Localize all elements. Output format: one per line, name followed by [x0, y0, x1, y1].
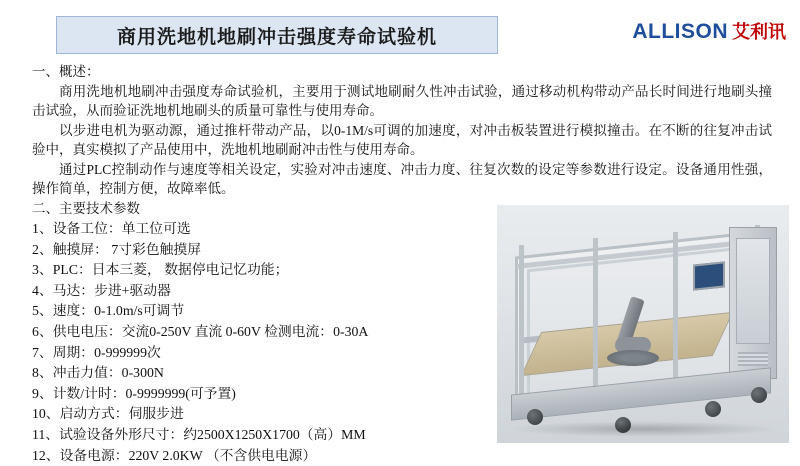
list-item: 10、启动方式：伺服步进: [32, 406, 184, 422]
overview-paragraph-2: 以步进电机为驱动源，通过推杆带动产品，以0-1M/s可调的加速度，对冲击板装置进行模拟撞击。在不断的往复冲击试验中，真实模拟了产品使用中，洗地机地刷耐冲击性与使用寿命。: [32, 123, 772, 157]
overview-heading: 一、概述：: [32, 64, 100, 79]
caster-wheel: [751, 387, 767, 403]
list-item: 3、PLC：日本三菱， 数据停电记忆功能；: [32, 262, 289, 278]
page-title: 商用洗地机地刷冲击强度寿命试验机: [116, 26, 437, 48]
list-item: 6、供电电压：交流0-250V 直流 0-60V 检测电流：0-30A: [32, 323, 369, 339]
list-item: 8、冲击力值：0-300N: [32, 365, 164, 381]
specs-heading: 二、主要技术参数: [32, 201, 140, 216]
overview-paragraph-3: 通过PLC控制动作与速度等相关设定，实验对冲击速度、冲击力度、往复次数的设定等参数进行设定。设备通用性强，操作简单，控制方便，故障率低。: [32, 162, 772, 196]
cabinet-door: [736, 238, 770, 344]
list-item: 4、马达：步进+驱动器: [32, 282, 171, 298]
page-title-box: [56, 16, 498, 54]
brand-name-en: ALLISON: [632, 20, 728, 43]
machine-post: [593, 238, 598, 396]
photo-shadow: [507, 421, 779, 437]
brush-head: [607, 350, 659, 366]
machine-post: [673, 232, 678, 397]
list-item: 9、计数/计时：0-9999999(可予置): [32, 385, 236, 401]
machine-photo: [497, 205, 789, 443]
list-item: 11、试验设备外形尺寸：约2500X1250X1700（高）MM: [32, 426, 366, 442]
list-item: 2、触摸屏： 7寸彩色触摸屏: [32, 241, 202, 257]
touchscreen-panel: [693, 261, 725, 290]
list-item: 7、周期：0-999999次: [32, 344, 161, 360]
caster-wheel: [705, 401, 721, 417]
list-item: 12、设备电源：220V 2.0KW （不含供电电源）: [32, 447, 317, 463]
cabinet-vent: [738, 352, 768, 366]
brand-logo: [632, 18, 786, 44]
machine-control-cabinet: [729, 227, 777, 379]
brand-name-cn: 艾利讯: [732, 22, 786, 42]
overview-paragraph-1: 商用洗地机地刷冲击强度寿命试验机，主要用于测试地刷耐久性冲击试验，通过移动机构带动产品长时间进行地刷头撞击试验，从而验证洗地机地刷头的质量可靠性与使用寿命。: [32, 84, 772, 118]
list-item: 5、速度：0-1.0m/s可调节: [32, 303, 185, 319]
machine-post: [519, 245, 524, 395]
list-item: 1、设备工位：单工位可选: [32, 221, 191, 236]
